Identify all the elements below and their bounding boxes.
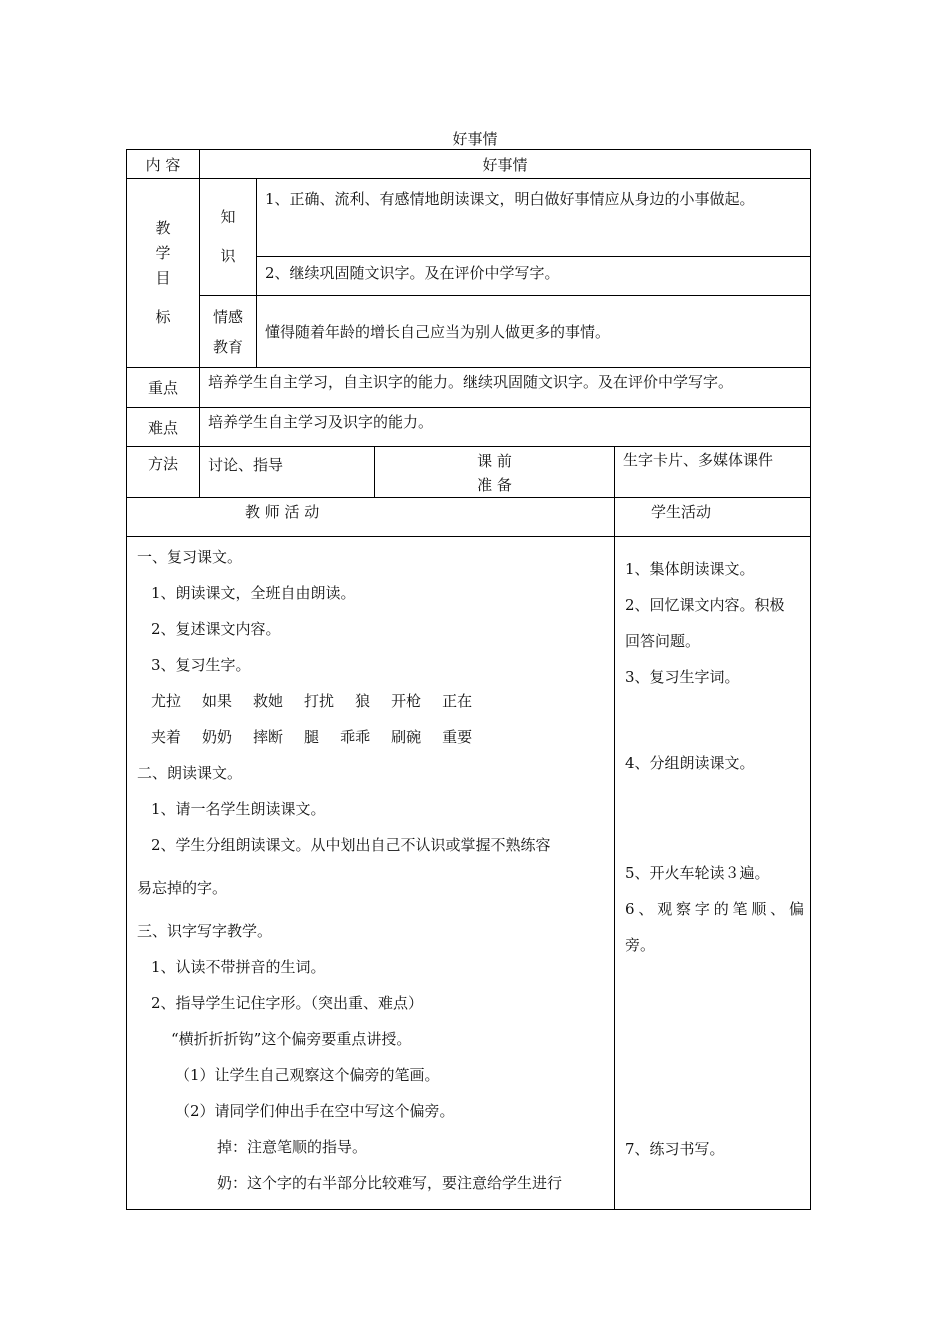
detail-item: 奶：这个字的右半部分比较难写，要注意给学生进行 — [217, 1174, 563, 1192]
activities-header-row — [127, 498, 811, 537]
char-row-2: 夹着 奶奶 摔断 腿 乖乖 刷碗 重要 — [151, 728, 473, 746]
content-label: 内 容 — [127, 150, 200, 179]
student-item-continued: 回答问题。 — [625, 632, 701, 650]
emotion-label: 情感 教育 — [200, 296, 257, 368]
document-title: 好事情 — [452, 130, 498, 148]
student-activity-header: 学生活动 — [615, 498, 811, 537]
objectives-label: 教 学 目 标 — [127, 179, 200, 368]
student-item: 5、开火车轮读３遍。 — [625, 864, 770, 882]
list-item: 1、朗读课文，全班自由朗读。 — [151, 584, 356, 602]
content-value: 好事情 — [200, 150, 811, 179]
note-text: “横折折折钩”这个偏旁要重点讲授。 — [171, 1030, 412, 1048]
student-activity-cell — [615, 537, 811, 1210]
difficulty-label: 难点 — [127, 408, 200, 447]
list-item-continued: 易忘掉的字。 — [137, 879, 228, 897]
list-item: 2、学生分组朗读课文。从中划出自己不认识或掌握不熟练容 — [151, 836, 551, 854]
student-item: 7、练习书写。 — [625, 1140, 725, 1158]
student-item: 1、集体朗读课文。 — [625, 560, 755, 578]
spacer — [625, 781, 804, 855]
sub-item: （2）请同学们伸出手在空中写这个偏旁。 — [175, 1102, 455, 1120]
spacer — [625, 963, 804, 1131]
student-item-continued: 旁。 — [625, 936, 656, 954]
lesson-plan-table — [126, 149, 811, 1210]
list-item: 2、复述课文内容。 — [151, 620, 281, 638]
student-item: 6、观察字的笔顺、偏 — [625, 900, 805, 918]
difficulty-row — [127, 408, 811, 447]
header-row — [127, 150, 811, 179]
section-writing-title: 三、识字写字教学。 — [137, 922, 273, 940]
spacer — [625, 695, 804, 745]
list-item: 1、认读不带拼音的生词。 — [151, 958, 326, 976]
prep-text: 生字卡片、多媒体课件 — [615, 447, 811, 498]
prep-label: 课 前 准 备 — [375, 447, 615, 498]
difficulty-text: 培养学生自主学习及识字的能力。 — [200, 408, 811, 447]
activities-body-row — [127, 537, 811, 1210]
key-point-text: 培养学生自主学习，自主识字的能力。继续巩固随文识字。及在评价中学写字。 — [200, 368, 811, 408]
objectives-row-1 — [127, 179, 811, 257]
student-item: 4、分组朗读课文。 — [625, 754, 755, 772]
section-read-title: 二、朗读课文。 — [137, 764, 243, 782]
emotion-text: 懂得随着年龄的增长自己应当为别人做更多的事情。 — [257, 296, 811, 368]
char-row-1: 尤拉 如果 救她 打扰 狼 开枪 正在 — [151, 692, 473, 710]
method-row — [127, 447, 811, 498]
objectives-row-3 — [127, 296, 811, 368]
teacher-activity-cell — [127, 537, 615, 1210]
list-item: 2、指导学生记住字形。（突出重、难点） — [151, 994, 424, 1012]
key-point-row — [127, 368, 811, 408]
method-text: 讨论、指导 — [200, 447, 375, 498]
sub-item: （1）让学生自己观察这个偏旁的笔画。 — [175, 1066, 440, 1084]
knowledge-label: 知 识 — [200, 179, 257, 296]
teacher-activity-header: 教 师 活 动 — [127, 498, 615, 537]
method-label: 方法 — [127, 447, 200, 498]
knowledge-item-2: 2、继续巩固随文识字。及在评价中学写字。 — [257, 257, 811, 296]
detail-item: 掉：注意笔顺的指导。 — [217, 1138, 368, 1156]
list-item: 3、复习生字。 — [151, 656, 251, 674]
student-item: 3、复习生字词。 — [625, 668, 740, 686]
student-item: 2、回忆课文内容。积极 — [625, 596, 785, 614]
key-point-label: 重点 — [127, 368, 200, 408]
knowledge-item-1: 1、正确、流利、有感情地朗读课文，明白做好事情应从身边的小事做起。 — [257, 179, 811, 257]
list-item: 1、请一名学生朗读课文。 — [151, 800, 326, 818]
section-review-title: 一、复习课文。 — [137, 548, 243, 566]
